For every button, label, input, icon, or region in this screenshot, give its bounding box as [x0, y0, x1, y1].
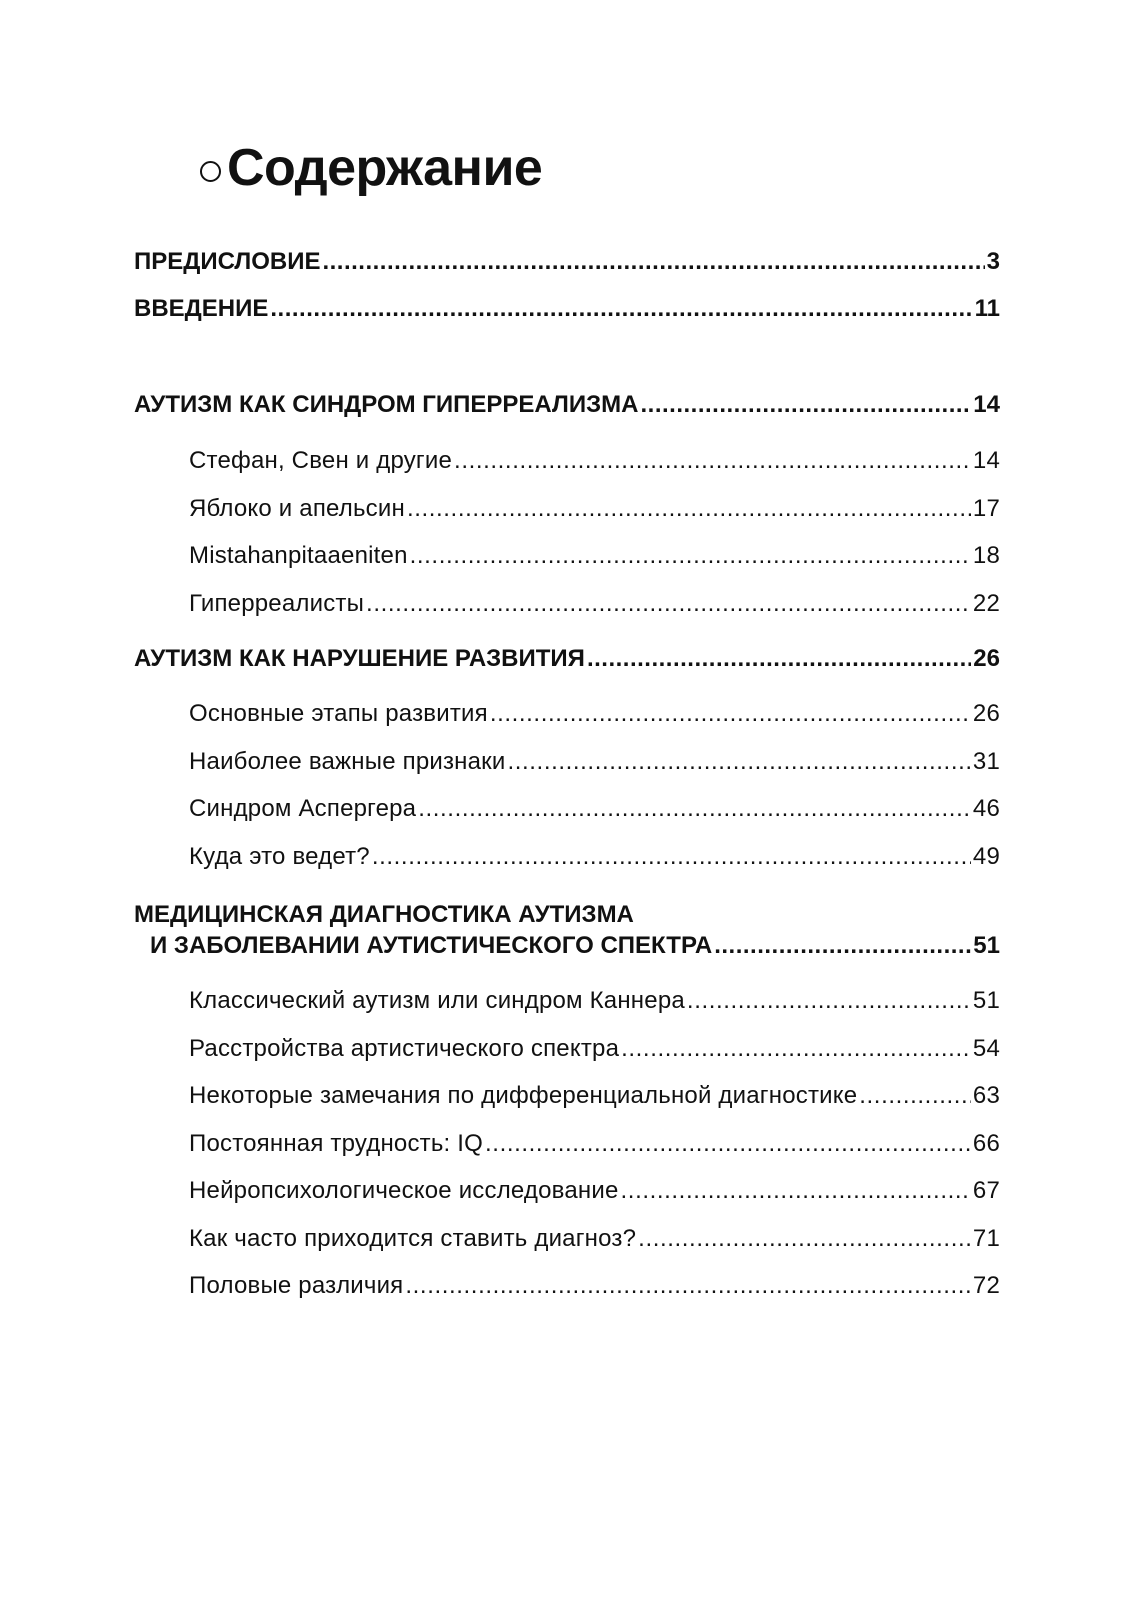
toc-entry-label: Как часто приходится ставить диагноз? [189, 1225, 637, 1252]
toc-subsection-entry[interactable] [189, 1177, 1000, 1211]
toc-entry-page: 67 [972, 1177, 1000, 1204]
toc-entry-page: 26 [973, 645, 1000, 672]
toc-entry-page: 18 [972, 542, 1000, 569]
toc-subsection-entry[interactable] [189, 495, 1000, 529]
toc-section-entry[interactable] [134, 248, 1000, 282]
toc-entry-label: АУТИЗМ КАК СИНДРОМ ГИПЕРРЕАЛИЗМА [134, 391, 639, 418]
toc-entry-page: 72 [972, 1272, 1000, 1299]
toc-entry-label: Яблоко и апельсин [189, 495, 405, 522]
toc-subsection-entry[interactable] [189, 748, 1000, 782]
toc-entry-label: Половые различия [189, 1272, 404, 1299]
toc-entry-label: Mistahanpitaaeniten [189, 542, 408, 569]
toc-section-entry[interactable] [134, 391, 1000, 425]
dot-leader [372, 843, 971, 871]
toc-entry-label: Гиперреалисты [189, 590, 365, 617]
toc-entry-page: 14 [973, 391, 1000, 418]
dot-leader [621, 1035, 971, 1063]
dot-leader [687, 987, 971, 1015]
toc-subsection-entry[interactable] [189, 1225, 1000, 1259]
toc-entry-label: АУТИЗМ КАК НАРУШЕНИЕ РАЗВИТИЯ [134, 645, 585, 672]
dot-leader [418, 795, 971, 823]
toc-entry-page: 51 [972, 987, 1000, 1014]
toc-entry-page: 49 [972, 843, 1000, 870]
toc-entry-page: 66 [972, 1130, 1000, 1157]
toc-entry-page: 51 [973, 932, 1000, 959]
dot-leader [270, 295, 972, 323]
page-title-text: Содержание [227, 139, 543, 197]
dot-leader [485, 1130, 971, 1158]
toc-subsection-entry[interactable] [189, 1082, 1000, 1116]
toc-entry-page: 17 [972, 495, 1000, 522]
toc-entry-label: Расстройства артистического спектра [189, 1035, 620, 1062]
dot-leader [507, 748, 970, 776]
toc-entry-label: Некоторые замечания по дифференциальной диагностике [189, 1082, 858, 1109]
toc-entry-label: ПРЕДИСЛОВИЕ [134, 248, 321, 275]
dot-leader [641, 391, 972, 419]
toc-entry-label: Стефан, Свен и другие [189, 447, 453, 474]
dot-leader [490, 700, 971, 728]
toc-entry-label: Куда это ведет? [189, 843, 370, 870]
toc-entry-page: 46 [972, 795, 1000, 822]
toc-subsection-entry[interactable] [189, 795, 1000, 829]
dot-leader [454, 447, 971, 475]
toc-subsection-entry[interactable] [189, 700, 1000, 734]
toc-entry-page: 14 [972, 447, 1000, 474]
toc-entry-page: 26 [972, 700, 1000, 727]
toc-subsection-entry[interactable] [189, 590, 1000, 624]
toc-entry-label: Основные этапы развития [189, 700, 488, 727]
toc-entry-label: ВВЕДЕНИЕ [134, 295, 269, 322]
dot-leader [859, 1082, 971, 1110]
toc-entry-label: Синдром Аспергера [189, 795, 417, 822]
toc-entry-page: 63 [972, 1082, 1000, 1109]
dot-leader [366, 590, 971, 618]
dot-leader [410, 542, 971, 570]
toc-subsection-entry[interactable] [189, 1035, 1000, 1069]
toc-section-entry[interactable] [150, 932, 1000, 966]
toc-section-entry[interactable] [134, 295, 1000, 329]
toc-entry-label: Нейропсихологическое исследование [189, 1177, 619, 1204]
toc-entry-label: И ЗАБОЛЕВАНИИ АУТИСТИЧЕСКОГО СПЕКТРА [150, 932, 713, 959]
toc-subsection-entry[interactable] [189, 447, 1000, 481]
toc-section-label-line1[interactable]: МЕДИЦИНСКАЯ ДИАГНОСТИКА АУТИЗМА [134, 901, 634, 928]
toc-entry-label: Наиболее важные признаки [189, 748, 506, 775]
toc-entry-label: Постоянная трудность: IQ [189, 1130, 484, 1157]
dot-leader [322, 248, 984, 276]
dot-leader [714, 932, 971, 960]
toc-subsection-entry[interactable] [189, 987, 1000, 1021]
toc-entry-page: 3 [986, 248, 1000, 275]
dot-leader [638, 1225, 971, 1253]
toc-entry-page: 11 [974, 295, 1000, 322]
dot-leader [407, 495, 971, 523]
toc-entry-page: 31 [972, 748, 1000, 775]
dot-leader [587, 645, 971, 673]
toc-subsection-entry[interactable] [189, 1130, 1000, 1164]
toc-subsection-entry[interactable] [189, 1272, 1000, 1306]
toc-subsection-entry[interactable] [189, 843, 1000, 877]
toc-entry-page: 71 [972, 1225, 1000, 1252]
dot-leader [621, 1177, 971, 1205]
dot-leader [405, 1272, 971, 1300]
toc-entry-page: 22 [972, 590, 1000, 617]
toc-entry-label: Классический аутизм или синдром Каннера [189, 987, 685, 1014]
toc-subsection-entry[interactable] [189, 542, 1000, 576]
toc-section-entry[interactable] [134, 645, 1000, 679]
toc-entry-page: 54 [972, 1035, 1000, 1062]
